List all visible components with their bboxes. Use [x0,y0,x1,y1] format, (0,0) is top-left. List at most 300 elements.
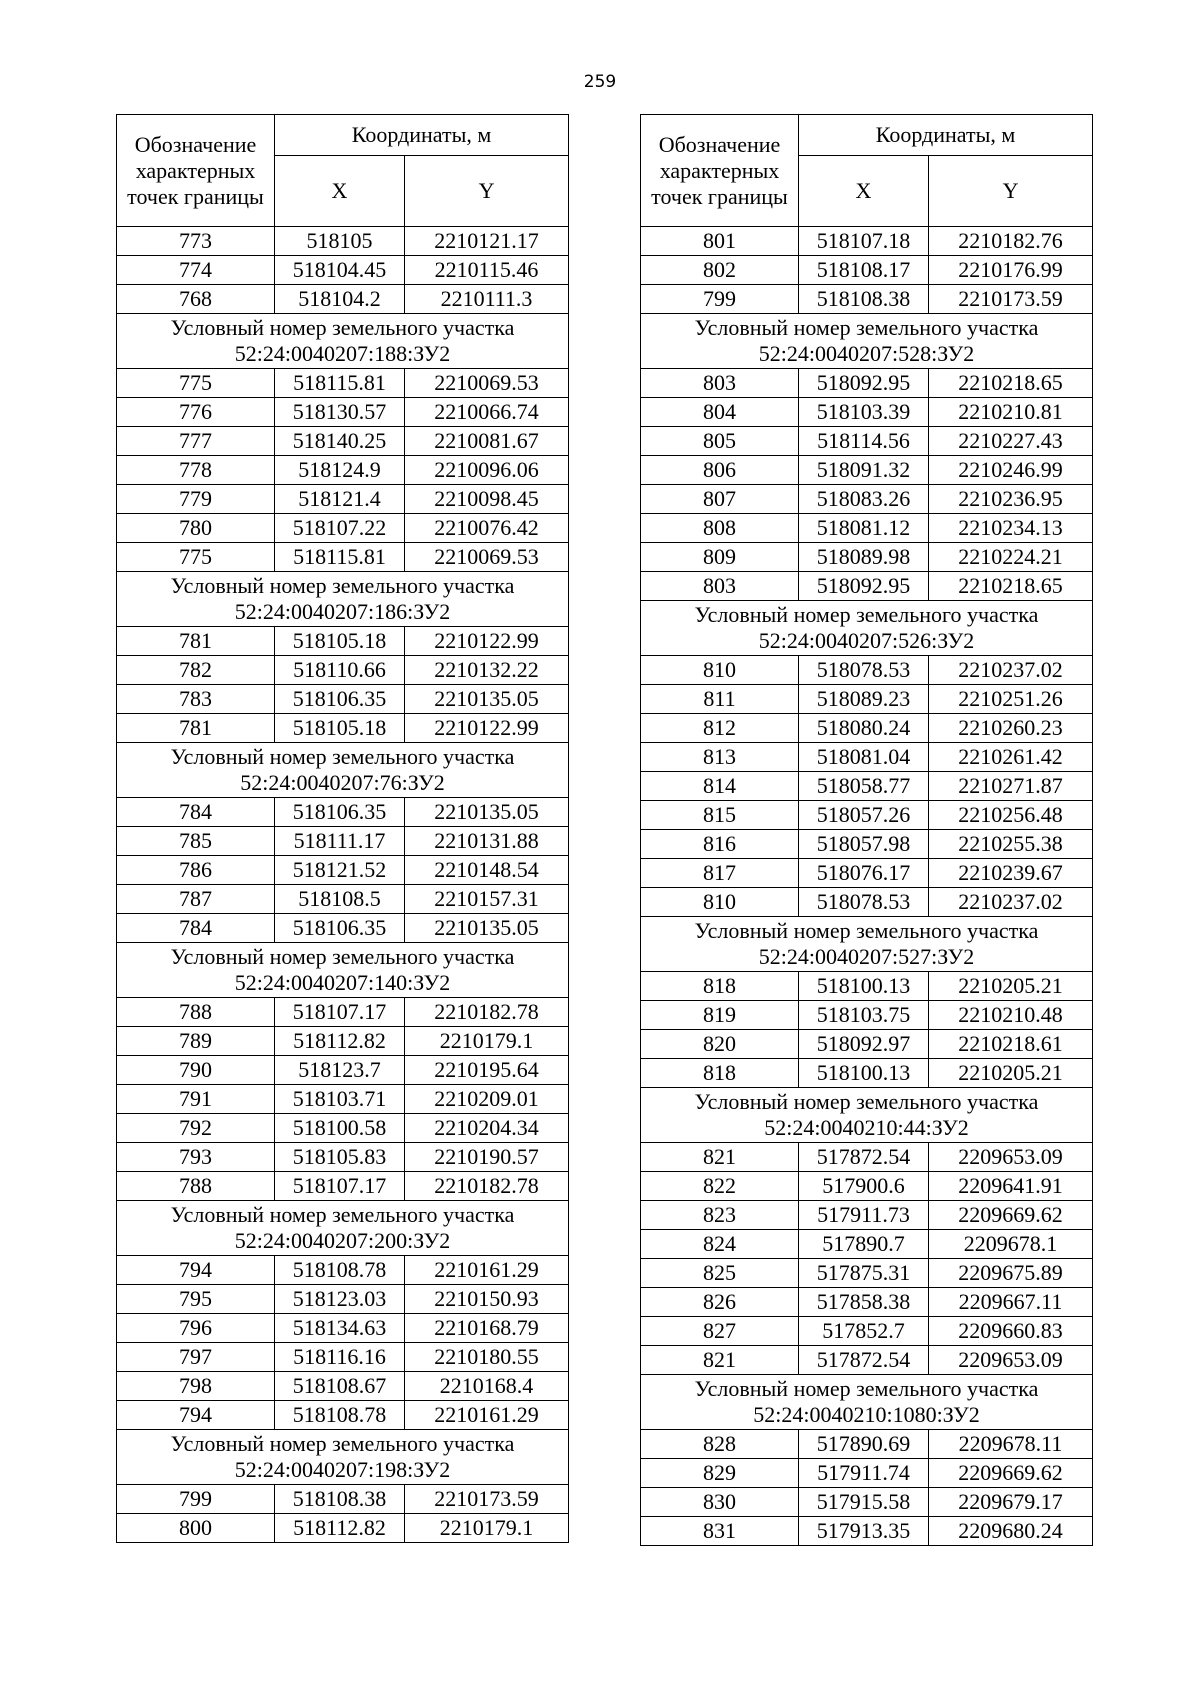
x-cell: 518107.18 [799,227,929,256]
point-cell: 808 [641,514,799,543]
point-cell: 816 [641,830,799,859]
table-header [117,115,569,227]
parcel-cadastral-number: 52:24:0040207:526:ЗУ2 [758,628,975,653]
table-row [641,543,1093,572]
header-coordinates: Координаты, м [799,115,1093,156]
y-cell: 2210190.57 [405,1143,569,1172]
x-cell: 518091.32 [799,456,929,485]
x-cell: 518076.17 [799,859,929,888]
y-cell: 2210195.64 [405,1056,569,1085]
parcel-label: Условный номер земельного участка [694,1089,1039,1114]
point-cell: 806 [641,456,799,485]
section-row [641,1375,1093,1430]
point-cell: 818 [641,972,799,1001]
y-cell: 2209653.09 [929,1143,1093,1172]
parcel-section-header [117,314,569,369]
table-row [641,572,1093,601]
parcel-section-header [117,943,569,998]
parcel-label: Условный номер земельного участка [170,315,515,340]
x-cell: 518103.75 [799,1001,929,1030]
point-cell: 799 [641,285,799,314]
x-cell: 518089.98 [799,543,929,572]
x-cell: 517875.31 [799,1259,929,1288]
section-row [117,314,569,369]
table-row [117,1172,569,1201]
table-row [641,1288,1093,1317]
table-row [641,1230,1093,1259]
point-cell: 795 [117,1285,275,1314]
table-row [641,1259,1093,1288]
parcel-cadastral-number: 52:24:0040210:44:ЗУ2 [764,1115,969,1140]
x-cell: 518121.4 [275,485,405,514]
section-row [117,572,569,627]
table-row [117,227,569,256]
y-cell: 2210173.59 [929,285,1093,314]
x-cell: 518078.53 [799,888,929,917]
x-cell: 517872.54 [799,1143,929,1172]
y-cell: 2210157.31 [405,885,569,914]
table-row [117,998,569,1027]
y-cell: 2210135.05 [405,798,569,827]
x-cell: 518083.26 [799,485,929,514]
point-cell: 822 [641,1172,799,1201]
point-cell: 788 [117,998,275,1027]
table-row [641,1517,1093,1546]
point-cell: 829 [641,1459,799,1488]
x-cell: 518134.63 [275,1314,405,1343]
parcel-cadastral-number: 52:24:0040207:76:ЗУ2 [240,770,445,795]
point-cell: 814 [641,772,799,801]
table-row [117,856,569,885]
table-row [117,514,569,543]
y-cell: 2209675.89 [929,1259,1093,1288]
y-cell: 2209678.11 [929,1430,1093,1459]
parcel-section-header [641,917,1093,972]
y-cell: 2210237.02 [929,888,1093,917]
table-body [117,227,569,1543]
point-cell: 826 [641,1288,799,1317]
point-cell: 781 [117,627,275,656]
x-cell: 518081.04 [799,743,929,772]
header-x: X [799,156,929,227]
x-cell: 517911.73 [799,1201,929,1230]
point-cell: 784 [117,798,275,827]
x-cell: 518092.97 [799,1030,929,1059]
x-cell: 518081.12 [799,514,929,543]
parcel-cadastral-number: 52:24:0040207:186:ЗУ2 [234,599,451,624]
table-row [641,398,1093,427]
y-cell: 2210115.46 [405,256,569,285]
table-body [641,227,1093,1546]
table-row [641,685,1093,714]
table-row [117,627,569,656]
table-row [641,714,1093,743]
x-cell: 518108.67 [275,1372,405,1401]
section-row [641,917,1093,972]
x-cell: 518123.03 [275,1285,405,1314]
point-cell: 786 [117,856,275,885]
x-cell: 518108.5 [275,885,405,914]
y-cell: 2210131.88 [405,827,569,856]
parcel-label: Условный номер земельного участка [694,315,1039,340]
section-row [641,1088,1093,1143]
table-row [117,1343,569,1372]
x-cell: 518106.35 [275,914,405,943]
point-cell: 830 [641,1488,799,1517]
y-cell: 2210096.06 [405,456,569,485]
point-cell: 800 [117,1514,275,1543]
point-cell: 810 [641,888,799,917]
point-cell: 824 [641,1230,799,1259]
parcel-cadastral-number: 52:24:0040207:200:ЗУ2 [234,1228,451,1253]
x-cell: 518104.2 [275,285,405,314]
x-cell: 517911.74 [799,1459,929,1488]
table-row [641,1459,1093,1488]
parcel-label: Условный номер земельного участка [694,602,1039,627]
x-cell: 518092.95 [799,369,929,398]
x-cell: 517900.6 [799,1172,929,1201]
x-cell: 518108.78 [275,1256,405,1285]
parcel-cadastral-number: 52:24:0040207:527:ЗУ2 [758,944,975,969]
x-cell: 518107.22 [275,514,405,543]
y-cell: 2210176.99 [929,256,1093,285]
parcel-section-header [117,1430,569,1485]
parcel-cadastral-number: 52:24:0040207:528:ЗУ2 [758,341,975,366]
y-cell: 2210076.42 [405,514,569,543]
y-cell: 2210111.3 [405,285,569,314]
table-row [117,885,569,914]
table-row [641,1317,1093,1346]
y-cell: 2210237.02 [929,656,1093,685]
x-cell: 518140.25 [275,427,405,456]
y-cell: 2210246.99 [929,456,1093,485]
point-cell: 775 [117,369,275,398]
y-cell: 2210122.99 [405,627,569,656]
table-row [641,485,1093,514]
point-cell: 785 [117,827,275,856]
table-row [117,827,569,856]
point-cell: 817 [641,859,799,888]
parcel-section-header [117,1201,569,1256]
y-cell: 2210256.48 [929,801,1093,830]
parcel-label: Условный номер земельного участка [170,944,515,969]
y-cell: 2210255.38 [929,830,1093,859]
table-row [117,1056,569,1085]
table-row [117,1285,569,1314]
point-cell: 788 [117,1172,275,1201]
table-row [641,1143,1093,1172]
point-cell: 828 [641,1430,799,1459]
y-cell: 2210210.81 [929,398,1093,427]
table-row [641,256,1093,285]
table-row [117,685,569,714]
y-cell: 2210135.05 [405,914,569,943]
x-cell: 518105 [275,227,405,256]
x-cell: 518105.83 [275,1143,405,1172]
x-cell: 518107.17 [275,998,405,1027]
point-cell: 798 [117,1372,275,1401]
table-row [641,1001,1093,1030]
point-cell: 782 [117,656,275,685]
point-cell: 797 [117,1343,275,1372]
y-cell: 2210218.65 [929,369,1093,398]
point-cell: 775 [117,543,275,572]
table-row [641,1430,1093,1459]
y-cell: 2210260.23 [929,714,1093,743]
y-cell: 2210161.29 [405,1401,569,1430]
point-cell: 768 [117,285,275,314]
y-cell: 2210081.67 [405,427,569,456]
table-row [117,543,569,572]
x-cell: 518080.24 [799,714,929,743]
point-cell: 813 [641,743,799,772]
x-cell: 518112.82 [275,1514,405,1543]
point-cell: 803 [641,369,799,398]
point-cell: 778 [117,456,275,485]
parcel-section-header [641,1088,1093,1143]
parcel-label: Условный номер земельного участка [694,1376,1039,1401]
x-cell: 518111.17 [275,827,405,856]
section-row [117,743,569,798]
y-cell: 2210121.17 [405,227,569,256]
table-row [117,656,569,685]
parcel-cadastral-number: 52:24:0040207:140:ЗУ2 [234,970,451,995]
y-cell: 2210218.61 [929,1030,1093,1059]
header-x: X [275,156,405,227]
y-cell: 2210098.45 [405,485,569,514]
point-cell: 793 [117,1143,275,1172]
point-cell: 777 [117,427,275,456]
parcel-section-header [641,601,1093,656]
table-row [641,859,1093,888]
x-cell: 518105.18 [275,627,405,656]
y-cell: 2210168.4 [405,1372,569,1401]
point-cell: 819 [641,1001,799,1030]
x-cell: 518116.16 [275,1343,405,1372]
point-cell: 791 [117,1085,275,1114]
header-y: Y [929,156,1093,227]
y-cell: 2210271.87 [929,772,1093,801]
x-cell: 518115.81 [275,369,405,398]
section-row [117,943,569,998]
parcel-label: Условный номер земельного участка [694,918,1039,943]
table-row [641,227,1093,256]
y-cell: 2209680.24 [929,1517,1093,1546]
y-cell: 2209679.17 [929,1488,1093,1517]
point-cell: 780 [117,514,275,543]
table-row [117,1514,569,1543]
point-cell: 820 [641,1030,799,1059]
header-y: Y [405,156,569,227]
y-cell: 2210261.42 [929,743,1093,772]
point-cell: 790 [117,1056,275,1085]
y-cell: 2209669.62 [929,1459,1093,1488]
parcel-cadastral-number: 52:24:0040207:198:ЗУ2 [234,1457,451,1482]
parcel-label: Условный номер земельного участка [170,573,515,598]
y-cell: 2210224.21 [929,543,1093,572]
table-row [641,1059,1093,1088]
x-cell: 518103.71 [275,1085,405,1114]
header-point-designation: Обозначение характерных точек границы [117,115,275,227]
y-cell: 2210227.43 [929,427,1093,456]
table-row [641,830,1093,859]
y-cell: 2210209.01 [405,1085,569,1114]
y-cell: 2210122.99 [405,714,569,743]
y-cell: 2210204.34 [405,1114,569,1143]
y-cell: 2210239.67 [929,859,1093,888]
point-cell: 799 [117,1485,275,1514]
y-cell: 2210182.78 [405,1172,569,1201]
x-cell: 518100.58 [275,1114,405,1143]
table-row [117,1256,569,1285]
y-cell: 2210173.59 [405,1485,569,1514]
point-cell: 774 [117,256,275,285]
table-row [641,1346,1093,1375]
coordinates-table-right [640,114,1093,1546]
table-row [641,972,1093,1001]
x-cell: 518108.38 [275,1485,405,1514]
point-cell: 779 [117,485,275,514]
x-cell: 518089.23 [799,685,929,714]
section-row [641,314,1093,369]
point-cell: 825 [641,1259,799,1288]
table-row [117,1143,569,1172]
table-row [117,456,569,485]
point-cell: 801 [641,227,799,256]
table-row [641,801,1093,830]
point-cell: 796 [117,1314,275,1343]
section-row [641,601,1093,656]
x-cell: 518121.52 [275,856,405,885]
table-row [117,398,569,427]
point-cell: 807 [641,485,799,514]
point-cell: 810 [641,656,799,685]
y-cell: 2209678.1 [929,1230,1093,1259]
table-row [117,369,569,398]
x-cell: 518130.57 [275,398,405,427]
y-cell: 2210234.13 [929,514,1093,543]
y-cell: 2210180.55 [405,1343,569,1372]
y-cell: 2210182.78 [405,998,569,1027]
table-row [641,514,1093,543]
parcel-section-header [117,572,569,627]
x-cell: 517852.7 [799,1317,929,1346]
point-cell: 831 [641,1517,799,1546]
y-cell: 2210210.48 [929,1001,1093,1030]
point-cell: 823 [641,1201,799,1230]
section-row [117,1201,569,1256]
header-point-designation: Обозначение характерных точек границы [641,115,799,227]
table-row [641,1488,1093,1517]
table-row [641,427,1093,456]
table-row [117,256,569,285]
table-row [641,772,1093,801]
x-cell: 518100.13 [799,972,929,1001]
table-row [641,1030,1093,1059]
point-cell: 812 [641,714,799,743]
y-cell: 2209667.11 [929,1288,1093,1317]
table-row [641,369,1093,398]
parcel-label: Условный номер земельного участка [170,1431,515,1456]
x-cell: 518092.95 [799,572,929,601]
page-number: 259 [583,72,617,92]
y-cell: 2210236.95 [929,485,1093,514]
parcel-section-header [641,1375,1093,1430]
x-cell: 518058.77 [799,772,929,801]
point-cell: 811 [641,685,799,714]
y-cell: 2209641.91 [929,1172,1093,1201]
point-cell: 784 [117,914,275,943]
point-cell: 794 [117,1256,275,1285]
x-cell: 518112.82 [275,1027,405,1056]
y-cell: 2210179.1 [405,1514,569,1543]
x-cell: 517913.35 [799,1517,929,1546]
table-row [641,1172,1093,1201]
table-row [117,1027,569,1056]
y-cell: 2210069.53 [405,369,569,398]
x-cell: 518106.35 [275,685,405,714]
x-cell: 518103.39 [799,398,929,427]
table-row [117,485,569,514]
point-cell: 802 [641,256,799,285]
point-cell: 804 [641,398,799,427]
parcel-cadastral-number: 52:24:0040210:1080:ЗУ2 [753,1402,980,1427]
table-row [117,1372,569,1401]
x-cell: 518105.18 [275,714,405,743]
x-cell: 518115.81 [275,543,405,572]
point-cell: 803 [641,572,799,601]
x-cell: 518108.17 [799,256,929,285]
point-cell: 789 [117,1027,275,1056]
parcel-label: Условный номер земельного участка [170,744,515,769]
table-row [641,1201,1093,1230]
y-cell: 2210179.1 [405,1027,569,1056]
table-row [117,714,569,743]
x-cell: 518057.26 [799,801,929,830]
table-row [117,1085,569,1114]
x-cell: 518107.17 [275,1172,405,1201]
x-cell: 518106.35 [275,798,405,827]
table-row [117,914,569,943]
y-cell: 2210132.22 [405,656,569,685]
point-cell: 818 [641,1059,799,1088]
y-cell: 2210205.21 [929,1059,1093,1088]
parcel-section-header [641,314,1093,369]
y-cell: 2210205.21 [929,972,1093,1001]
point-cell: 794 [117,1401,275,1430]
x-cell: 518078.53 [799,656,929,685]
table-row [117,1314,569,1343]
y-cell: 2210135.05 [405,685,569,714]
table-row [641,456,1093,485]
coordinates-table-left [116,114,569,1543]
x-cell: 518114.56 [799,427,929,456]
point-cell: 821 [641,1143,799,1172]
y-cell: 2209669.62 [929,1201,1093,1230]
x-cell: 518110.66 [275,656,405,685]
x-cell: 517890.69 [799,1430,929,1459]
y-cell: 2210251.26 [929,685,1093,714]
point-cell: 787 [117,885,275,914]
point-cell: 792 [117,1114,275,1143]
y-cell: 2210150.93 [405,1285,569,1314]
y-cell: 2210066.74 [405,398,569,427]
point-cell: 773 [117,227,275,256]
x-cell: 517890.7 [799,1230,929,1259]
y-cell: 2210218.65 [929,572,1093,601]
point-cell: 827 [641,1317,799,1346]
x-cell: 518123.7 [275,1056,405,1085]
